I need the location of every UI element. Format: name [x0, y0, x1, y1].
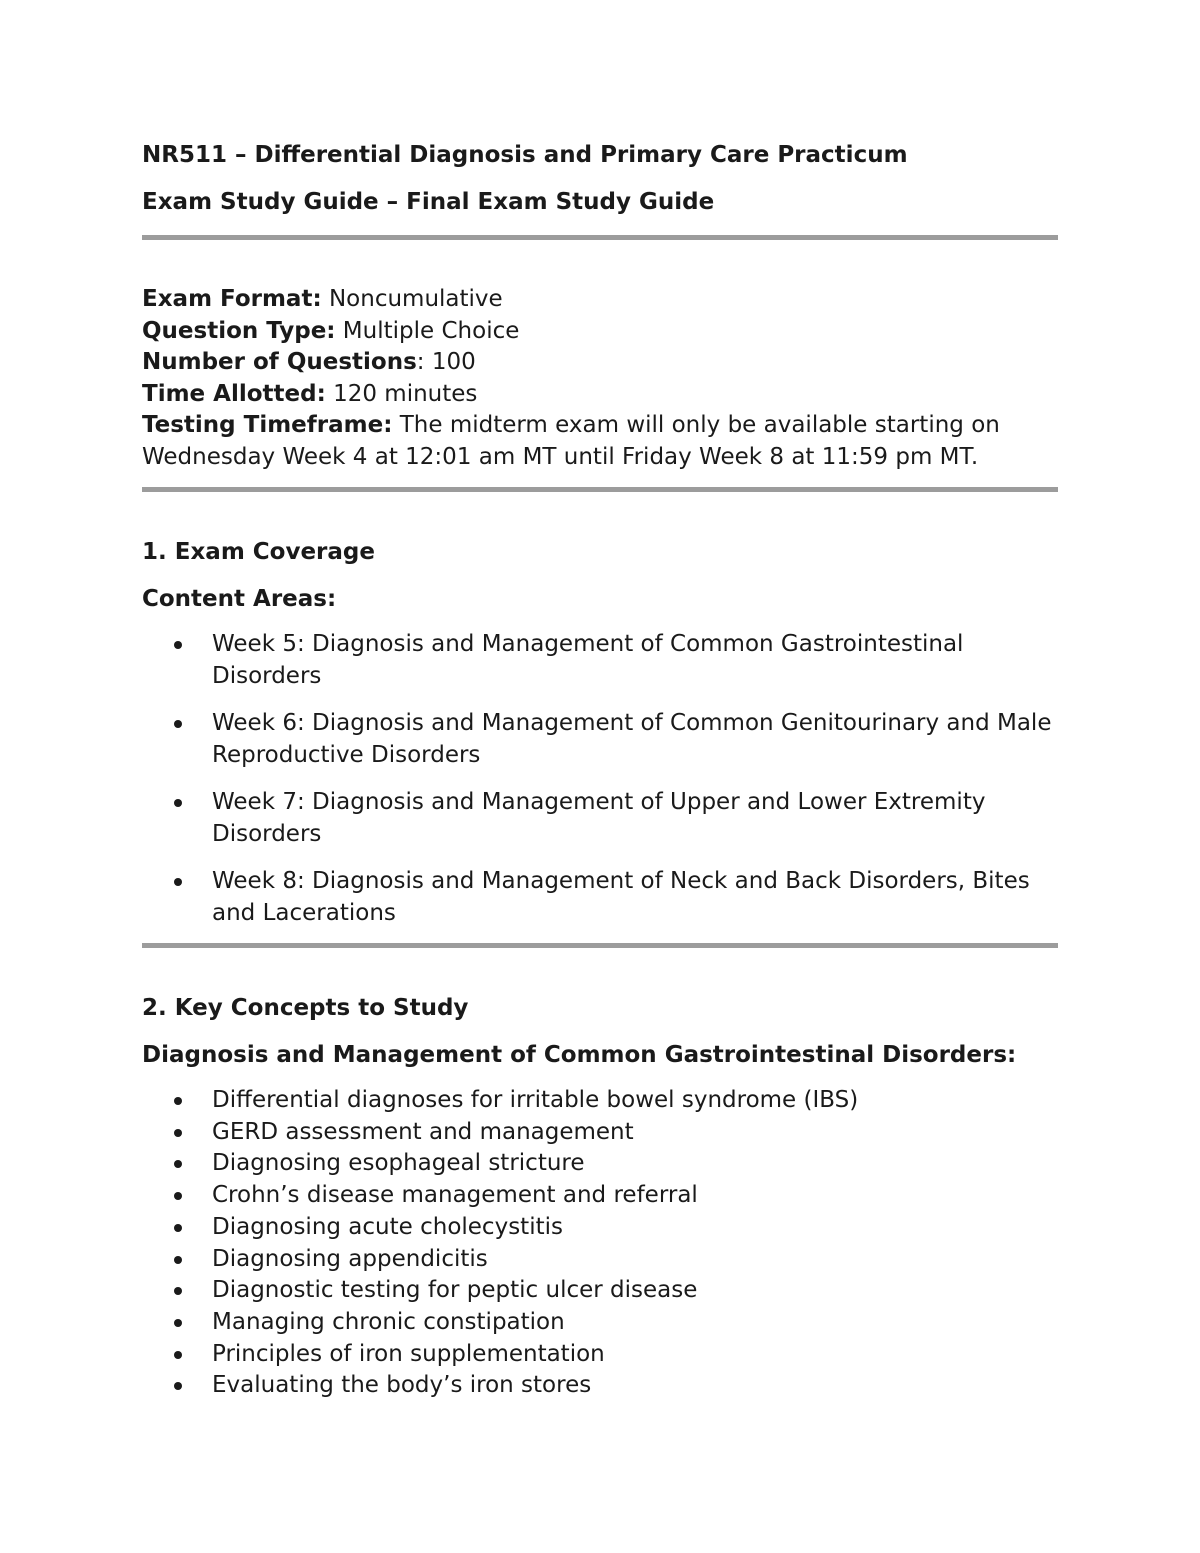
- list-item: [142, 1339, 1058, 1371]
- list-item-text: Week 5: Diagnosis and Management of Common Gastrointestinal Disorders: [212, 631, 964, 689]
- bullet-icon: [174, 1097, 182, 1105]
- document-title: NR511 – Differential Diagnosis and Primary Care Practicum: [142, 142, 908, 168]
- list-item-text: Diagnosing appendicitis: [212, 1245, 488, 1272]
- list-item-text: Managing chronic constipation: [212, 1308, 565, 1335]
- bullet-icon: [174, 1256, 182, 1264]
- section-heading-exam-coverage: 1. Exam Coverage: [142, 539, 375, 565]
- time-allotted-line: [142, 379, 1058, 411]
- num-questions-label: Number of Questions: [142, 349, 417, 375]
- num-questions-value: : 100: [416, 349, 476, 375]
- list-item-text: Crohn’s disease management and referral: [212, 1182, 698, 1209]
- bullet-icon: [174, 1129, 182, 1137]
- horizontal-rule: [142, 487, 1058, 492]
- question-type-label: Question Type:: [142, 317, 336, 344]
- time-allotted-label: Time Allotted:: [142, 380, 326, 407]
- bullet-icon: [174, 1224, 182, 1232]
- list-item: [142, 1148, 1058, 1180]
- exam-format-value: Noncumulative: [321, 286, 503, 312]
- list-item: [142, 1117, 1058, 1149]
- list-item: [142, 1370, 1058, 1402]
- subheading-content-areas: Content Areas:: [142, 586, 337, 612]
- key-concepts-list: [142, 1085, 1058, 1402]
- list-item: [142, 1307, 1058, 1339]
- document-subtitle: Exam Study Guide – Final Exam Study Guide: [142, 189, 715, 215]
- testing-timeframe-line: [142, 410, 1058, 473]
- list-item: [142, 866, 1058, 929]
- horizontal-rule: [142, 235, 1058, 240]
- bullet-icon: [174, 641, 182, 649]
- time-allotted-value: 120 minutes: [325, 380, 478, 407]
- list-item: [142, 708, 1058, 771]
- list-item-text: Week 8: Diagnosis and Management of Neck and Back Disorders, Bites and Lacerations: [212, 868, 1030, 926]
- bullet-icon: [174, 1351, 182, 1359]
- bullet-icon: [174, 799, 182, 807]
- bullet-icon: [174, 878, 182, 886]
- list-item-text: Week 7: Diagnosis and Management of Upper and Lower Extremity Disorders: [212, 789, 986, 847]
- list-item-text: Evaluating the body’s iron stores: [212, 1372, 592, 1399]
- list-item-text: GERD assessment and management: [212, 1118, 634, 1145]
- list-item: [142, 787, 1058, 850]
- list-item: [142, 629, 1058, 692]
- bullet-icon: [174, 1192, 182, 1200]
- question-type-value: Multiple Choice: [335, 317, 520, 344]
- section-heading-key-concepts: 2. Key Concepts to Study: [142, 995, 469, 1021]
- exam-format-line: [142, 284, 1058, 316]
- bullet-icon: [174, 1160, 182, 1168]
- horizontal-rule: [142, 943, 1058, 948]
- bullet-icon: [174, 1319, 182, 1327]
- bullet-icon: [174, 1382, 182, 1390]
- num-questions-line: [142, 347, 1058, 379]
- content-areas-list: [142, 629, 1058, 929]
- bullet-icon: [174, 1287, 182, 1295]
- list-item-text: Principles of iron supplementation: [212, 1340, 605, 1367]
- subheading-gi-disorders: Diagnosis and Management of Common Gastrointestinal Disorders:: [142, 1042, 1017, 1068]
- list-item: [142, 1212, 1058, 1244]
- list-item-text: Diagnostic testing for peptic ulcer disease: [212, 1277, 698, 1304]
- list-item: [142, 1180, 1058, 1212]
- list-item-text: Differential diagnoses for irritable bowel syndrome (IBS): [212, 1087, 859, 1113]
- list-item: [142, 1275, 1058, 1307]
- testing-timeframe-label: Testing Timeframe:: [142, 412, 393, 438]
- exam-info: [142, 284, 1058, 473]
- testing-timeframe-value: The midterm exam will only be available starting on Wednesday Week 4 at 12:01 am MT until Friday Week 8 at 11:59 pm MT.: [142, 412, 1000, 470]
- list-item: [142, 1244, 1058, 1276]
- bullet-icon: [174, 720, 182, 728]
- list-item-text: Diagnosing esophageal stricture: [212, 1150, 585, 1177]
- exam-format-label: Exam Format:: [142, 286, 322, 312]
- list-item-text: Diagnosing acute cholecystitis: [212, 1213, 563, 1240]
- list-item: [142, 1085, 1058, 1117]
- question-type-line: [142, 316, 1058, 348]
- list-item-text: Week 6: Diagnosis and Management of Common Genitourinary and Male Reproductive Disorders: [212, 710, 1052, 768]
